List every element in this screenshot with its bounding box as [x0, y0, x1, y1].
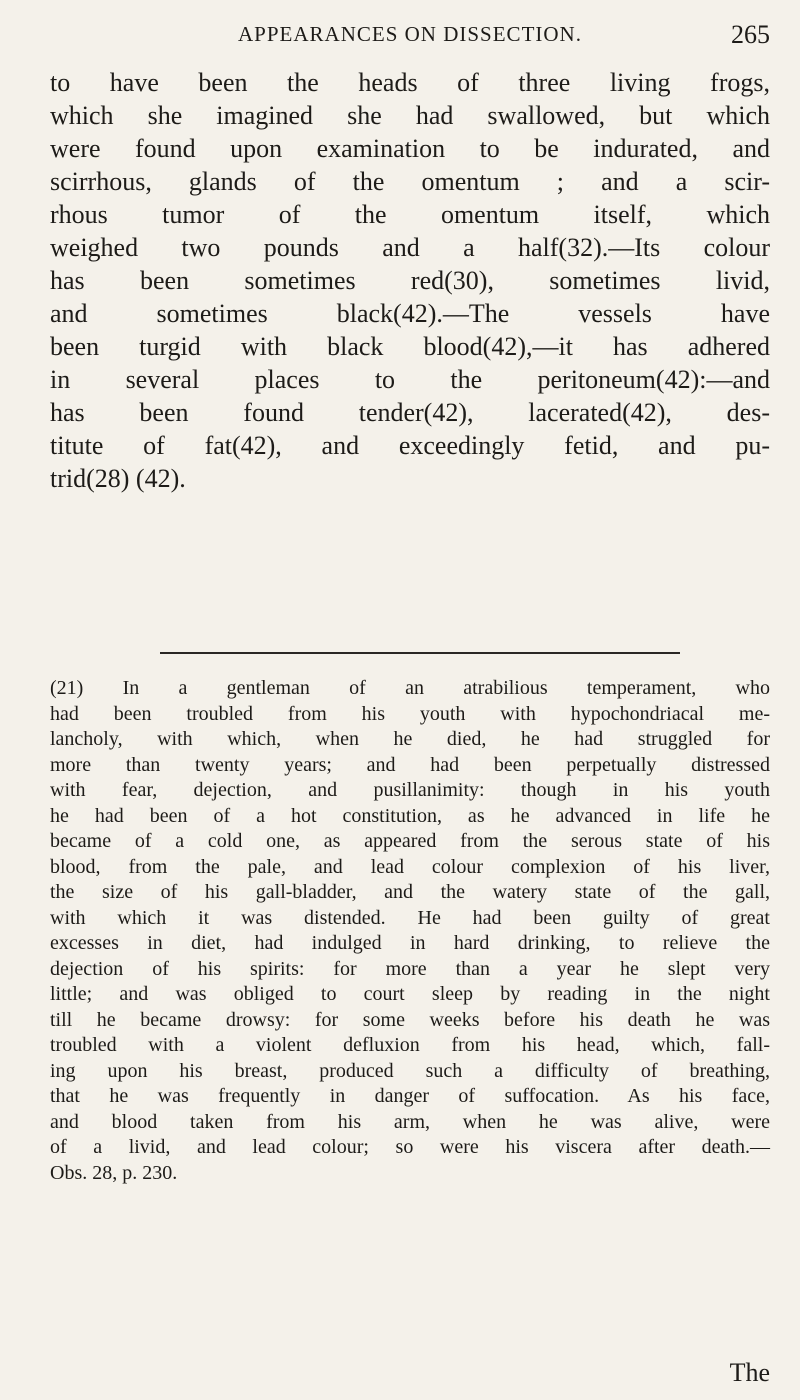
footnote-line: Obs. 28, p. 230. — [50, 1161, 178, 1184]
footnote-line: ing upon his breast, produced such a difficulty of breathing, — [50, 1059, 770, 1082]
page-number: 265 — [731, 20, 770, 49]
footnote-line: with which it was distended. He had been guilty of great — [50, 906, 770, 929]
footnote-line: troubled with a violent defluxion from his head, which, fall- — [50, 1034, 770, 1056]
text-line: and sometimes black(42).—The vessels have — [50, 299, 770, 328]
footnote-line: till he became drowsy: for some weeks before his death he was — [50, 1008, 770, 1031]
footnote-line: of a livid, and lead colour; so were his viscera after death.— — [50, 1136, 770, 1158]
text-line: has been sometimes red(30), sometimes livid, — [50, 266, 770, 295]
footnote-line: and blood taken from his arm, when he was alive, were — [50, 1110, 770, 1133]
text-line: to have been the heads of three living frogs, — [50, 68, 770, 97]
footnote-divider — [160, 652, 680, 654]
footnote-line: dejection of his spirits: for more than a year he slept very — [50, 957, 770, 980]
footnote-line: little; and was obliged to court sleep by reading in the night — [50, 983, 770, 1005]
book-page — [50, 0, 770, 1400]
footnote-line: excesses in diet, had indulged in hard drinking, to relieve the — [50, 932, 770, 954]
text-line: which she imagined she had swallowed, but which — [50, 101, 770, 130]
text-line: weighed two pounds and a half(32).—Its colour — [50, 233, 770, 262]
footnote — [50, 676, 770, 1186]
footnote-line: lancholy, with which, when he died, he had struggled for — [50, 728, 770, 750]
footnote-line: (21) In a gentleman of an atrabilious temperament, who — [50, 677, 770, 699]
text-line: trid(28) (42). — [50, 464, 186, 493]
text-line: has been found tender(42), lacerated(42), des- — [50, 398, 770, 427]
text-line: were found upon examination to be indurated, and — [50, 134, 770, 163]
text-line: scirrhous, glands of the omentum ; and a scir- — [50, 167, 770, 196]
main-text — [50, 66, 770, 495]
footnote-line: more than twenty years; and had been perpetually distressed — [50, 753, 770, 776]
running-title: APPEARANCES ON DISSECTION. — [238, 22, 582, 46]
catchword: The — [729, 1358, 770, 1387]
footnote-line: that he was frequently in danger of suffocation. As his face, — [50, 1085, 770, 1107]
footnote-line: with fear, dejection, and pusillanimity: though in his youth — [50, 779, 770, 801]
footnote-line: he had been of a hot constitution, as he advanced in life he — [50, 804, 770, 827]
text-line: titute of fat(42), and exceedingly fetid, and pu- — [50, 431, 770, 460]
text-line: in several places to the peritoneum(42):—and — [50, 365, 770, 394]
running-head — [50, 10, 770, 50]
text-line: rhous tumor of the omentum itself, which — [50, 200, 770, 229]
footnote-line: became of a cold one, as appeared from the serous state of his — [50, 830, 770, 852]
footnote-line: blood, from the pale, and lead colour complexion of his liver, — [50, 855, 770, 878]
text-line: been turgid with black blood(42),—it has adhered — [50, 332, 770, 361]
footnote-line: had been troubled from his youth with hypochondriacal me- — [50, 702, 770, 725]
footnote-line: the size of his gall-bladder, and the watery state of the gall, — [50, 881, 770, 903]
